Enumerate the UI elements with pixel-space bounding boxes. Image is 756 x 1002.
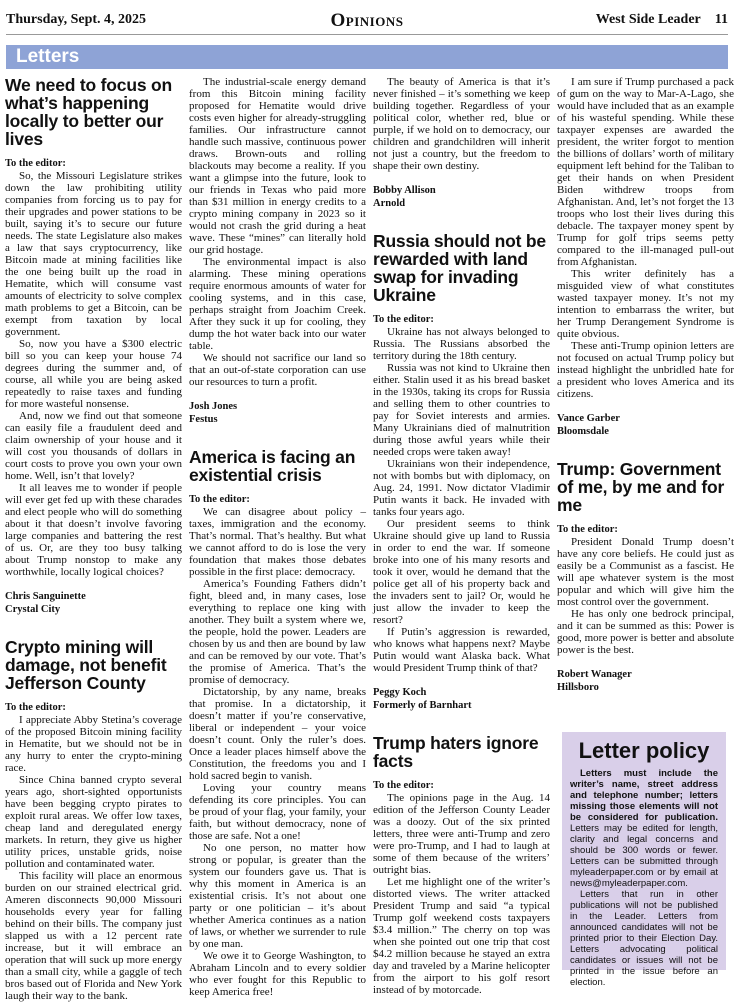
letter-signature <box>557 412 734 438</box>
letter-america <box>189 448 366 998</box>
letter-paragraph: These anti-Trump opinion letters are not focused on actual Trump policy but instead highlight the unbridled hate for a president who loves America and its citizens. <box>557 340 734 400</box>
letter-paragraph: So, the Missouri Legislature strikes down the law prohibiting utility companies from forcing us to pay for their upgrades and power stations to be built, saying it’s to secure our future needs. The state Legislature also makes a law that says cryptocurrency, like Bitcoin made at mining facilities like the one being built up the road in Hematite, which will consume vast amounts of electricity to solve complex math problems to get a Bitcoin, can be exempt from taxation by local government. <box>5 170 182 338</box>
letter-america-continued <box>373 76 550 210</box>
letter-paragraph: We should not sacrifice our land so that an out-of-state corporation can use our resources to turn a profit. <box>189 352 366 388</box>
letter-signature <box>373 686 550 712</box>
letter-paragraph: This writer definitely has a misguided view of what constitutes wasted taxpayer money. It’s not my intention to embarrass the writer, but her Trump Derangement Syndrome is quite obvious. <box>557 268 734 340</box>
author-name: Robert Wanager <box>557 669 632 680</box>
salutation: To the editor: <box>557 524 618 535</box>
author-town: Formerly of Barnhart <box>373 700 472 711</box>
author-town: Crystal City <box>5 604 61 615</box>
letter-headline: We need to focus on what’s happening locally to better our lives <box>5 75 172 149</box>
column-1 <box>5 76 182 1002</box>
letter-paragraph: I appreciate Abby Stetina’s coverage of the proposed Bitcoin mining facility in Hematite, but we should not be in any hurry to enter the crypto-mining race. <box>5 714 182 774</box>
letter-paragraph: The industrial-scale energy demand from this Bitcoin mining facility proposed for Hematite would drive costs even higher for already-struggling families. Our infrastructure cannot handle such massive, continuous power draws. Brown-outs and rolling blackouts may become a reality. If you want a glimpse into the future, look to our friends in Texas who paid more than $31 million in energy credits to a crypto mining company in 2023 so it would not crash the grid during a heat wave. These “mines” can literally hold our grid hostage. <box>189 76 366 256</box>
letter-headline: Trump haters ignore facts <box>373 733 539 771</box>
letter-paragraph: Dictatorship, by any name, breaks that promise. In a dictatorship, it doesn’t matter if you’re conservative, liberal or independent – your voice doesn’t count. Only the ruler’s does. Once a leader places himself above the Constitution, the freedoms you and I hold sacred begin to vanish. <box>189 686 366 782</box>
section-title: Opinions <box>330 10 404 31</box>
letter-paragraph: We can disagree about policy – taxes, immigration and the economy. That’s normal. That’s healthy. But what we cannot afford to do is lose the very foundation that makes those debates possible in the first place: democracy. <box>189 506 366 578</box>
letter-government <box>557 460 734 694</box>
policy-title: Letter policy <box>578 738 710 763</box>
letter-haters-continued <box>557 76 734 438</box>
policy-paragraph: Letters that run in other publications will not be published in the Leader. Letters from announced candidates will not be printed prior to their Election Day. Letters advocating political candidates or issues will not be printed in the issue before an election. <box>570 889 718 988</box>
author-name: Chris Sanguinette <box>5 591 86 602</box>
letter-paragraph: America’s Founding Fathers didn’t fight, bleed and, in many cases, lose everything to replace one king with another. They built a system where we, the people, hold the power. Leaders are chosen by us and then are bound by law and can be removed by our vote. That’s the promise of America. That’s the promise of democracy. <box>189 578 366 686</box>
letter-headline: Trump: Government of me, by me and for me <box>557 459 725 515</box>
letter-paragraph: This facility will place an enormous burden on our strained electrical grid. Ameren disconnects 90,000 Missouri households every year for falling behind on their bills. The company just slapped us with a 12 percent rate increase, but it will embrace an operation that will suck up more energy than a small city, while a gaggle of tech bros based out of Florida and New York laugh their way to the bank. <box>5 870 182 1002</box>
letter-paragraph: We owe it to George Washington, to Abraham Lincoln and to every soldier who ever fought for this Republic to keep America free! <box>189 950 366 998</box>
policy-requirements: Letters must include the writer’s name, street address and telephone number; letters missing those elements will not be considered for publication. <box>570 768 718 823</box>
letter-paragraph: The beauty of America is that it’s never finished – it’s something we keep building together. Regardless of your political color, whether red, blue or purple, if we hold on to democracy, our children and grandchildren will inherit not just a country, but the freedom to shape their own destiny. <box>373 76 550 172</box>
author-name: Bobby Allison <box>373 185 436 196</box>
author-town: Hillsboro <box>557 682 599 693</box>
letter-paragraph: The environmental impact is also alarming. These mining operations require enormous amounts of water for cooling systems, and in this case, perhaps straight from Joachim Creek. After they suck it up for cooling, they dump the hot water back into our water table. <box>189 256 366 352</box>
letter-headline: America is facing an existential crisis <box>189 447 356 485</box>
letter-paragraph: Our president seems to think Ukraine should give up land to Russia in order to end the war. If someone broke into one of his many resorts and took it over, would he demand that the police get all of his property back and the invaders sent to jail? Or, would he just allow the invader to keep the resort? <box>373 518 550 626</box>
letter-policy-box <box>562 732 726 988</box>
author-town: Festus <box>189 414 218 425</box>
letter-headline: Crypto mining will damage, not benefit Jefferson County <box>5 637 167 693</box>
letter-paragraph: President Donald Trump doesn’t have any core beliefs. He could just as easily be a Communist as a fascist. He will ape whatever system is the most popular and which will give him the most control over the government. <box>557 536 734 608</box>
paper-title: West Side Leader <box>595 12 701 27</box>
letter-signature <box>557 668 734 694</box>
letter-paragraph: If Putin’s aggression is rewarded, who knows what happens next? Maybe Putin would want Alaska back. What would President Trump think of that? <box>373 626 550 674</box>
salutation: To the editor: <box>373 780 434 791</box>
author-name: Vance Garber <box>557 413 620 424</box>
salutation: To the editor: <box>5 702 66 713</box>
letter-paragraph: The opinions page in the Aug. 14 edition of the Jefferson County Leader was a doozy. Out of the six printed letters, three were anti-Trump and zero were pro-Trump, and I had to laugh at some of them because of the writers’ outright bias. <box>373 792 550 876</box>
page-header <box>6 8 728 35</box>
column-3 <box>373 76 550 996</box>
letter-paragraph: No one person, no matter how strong or popular, is greater than the system our founders gave us. That is why this moment in America is an existential crisis. It’s not about one party or one politician – it’s about whether America continues as a nation of laws, or whether we surrender to rule by one man. <box>189 842 366 950</box>
author-name: Josh Jones <box>189 401 238 412</box>
letter-signature <box>5 590 182 616</box>
banner-label: Letters <box>16 46 80 67</box>
salutation: To the editor: <box>373 314 434 325</box>
letter-crypto <box>5 638 182 1002</box>
letter-crypto-continued <box>189 76 366 426</box>
letter-signature <box>373 184 550 210</box>
letter-paragraph: Ukraine has not always belonged to Russia. The Russians absorbed the territory during the 18th century. <box>373 326 550 362</box>
letter-paragraph: Loving your country means defending its core principles. You can be proud of your flag, your family, your faith, but without democracy, none of those are safe. Not a one! <box>189 782 366 842</box>
letter-paragraph: I am sure if Trump purchased a pack of gum on the way to Mar-A-Lago, she would have included that as an example of his wasteful spending. While these taxpayer expenses are awarded the president, the writer forgot to mention the billions of dollars’ worth of military equipment left behind for the Taliban to get their hands on when President Biden withdrew troops from Afghanistan. And, let’s not forget the 13 troops who lost their lives during this debacle. The taxpayer money spent by Trump for golf trips seems petty compared to the ill-managed pull-out from Afghanistan. <box>557 76 734 268</box>
salutation: To the editor: <box>5 158 66 169</box>
letter-paragraph: Ukrainians won their independence, not with bombs but with diplomacy, on Aug. 24, 1991. Now dictator Vladimir Putin wants it back. He invaded with tanks four years ago. <box>373 458 550 518</box>
letter-headline: Russia should not be rewarded with land swap for invading Ukraine <box>373 231 546 305</box>
letter-russia <box>373 232 550 712</box>
letter-paragraph: Russia was not kind to Ukraine then either. Stalin used it as his bread basket in the 1930s, taking its crops for Russia and selling them to other countries to pay for Soviet interests and armies. Many Ukrainians died of malnutrition during those awful years while their needed crops were taken away! <box>373 362 550 458</box>
policy-paragraph <box>570 768 718 889</box>
author-name: Peggy Koch <box>373 687 427 698</box>
letter-paragraph: It all leaves me to wonder if people will ever get fed up with these charades and elect people who will do something about it that doesn’t involve favoring large companies and battering the rest of us. Or, are they too busy talking about Trump nonstop to make any worthwhile, locally logical choices? <box>5 482 182 578</box>
letters-banner <box>6 45 728 69</box>
page-number: 11 <box>714 12 728 27</box>
letter-haters <box>373 734 550 996</box>
letter-paragraph: He has only one bedrock principal, and it can be summed as this: Power is good, more power is better and absolute power is the best. <box>557 608 734 656</box>
column-2 <box>189 76 366 998</box>
column-4 <box>557 76 734 694</box>
issue-date: Thursday, Sept. 4, 2025 <box>6 12 147 27</box>
author-town: Bloomsdale <box>557 426 609 437</box>
salutation: To the editor: <box>189 494 250 505</box>
letter-paragraph: Since China banned crypto several years ago, short-sighted opportunists have been begging crypto pirates to exploit rural areas. We offer low taxes, cheap land and deregulated energy markets. In return, they give us higher utility prices, unstable grids, noise pollution and contaminated water. <box>5 774 182 870</box>
author-town: Arnold <box>373 198 406 209</box>
letter-paragraph: And, now we find out that someone can easily file a fraudulent deed and claim ownership of your house and it will cost you thousands of dollars in court costs to prove you own your own home. Well, isn’t that lovely? <box>5 410 182 482</box>
letter-local <box>5 76 182 616</box>
paper-name <box>596 12 728 28</box>
letter-paragraph: Let me highlight one of the writer’s distorted views. The writer attacked President Trump and said “a typical Trump golf weekend costs taxpayers $3.4 million.” The cherry on top was when she pointed out one trip that cost $4.2 million because he stayed an extra day and traveled by a Marine helicopter from the airport to his golf resort instead of by motorcade. <box>373 876 550 996</box>
policy-editing: Letters may be edited for length, clarity and legal concerns and should be 300 words or fewer. Letters can be submitted through myleaderpaper.com or by email at news@myleaderpaper.com. <box>570 823 718 889</box>
letter-paragraph: So, now you have a $300 electric bill so you can keep your house 74 degrees during the summer and, of course, all while you are being asked repeatedly to raise taxes and funding for more wasteful nonsense. <box>5 338 182 410</box>
letter-signature <box>189 400 366 426</box>
